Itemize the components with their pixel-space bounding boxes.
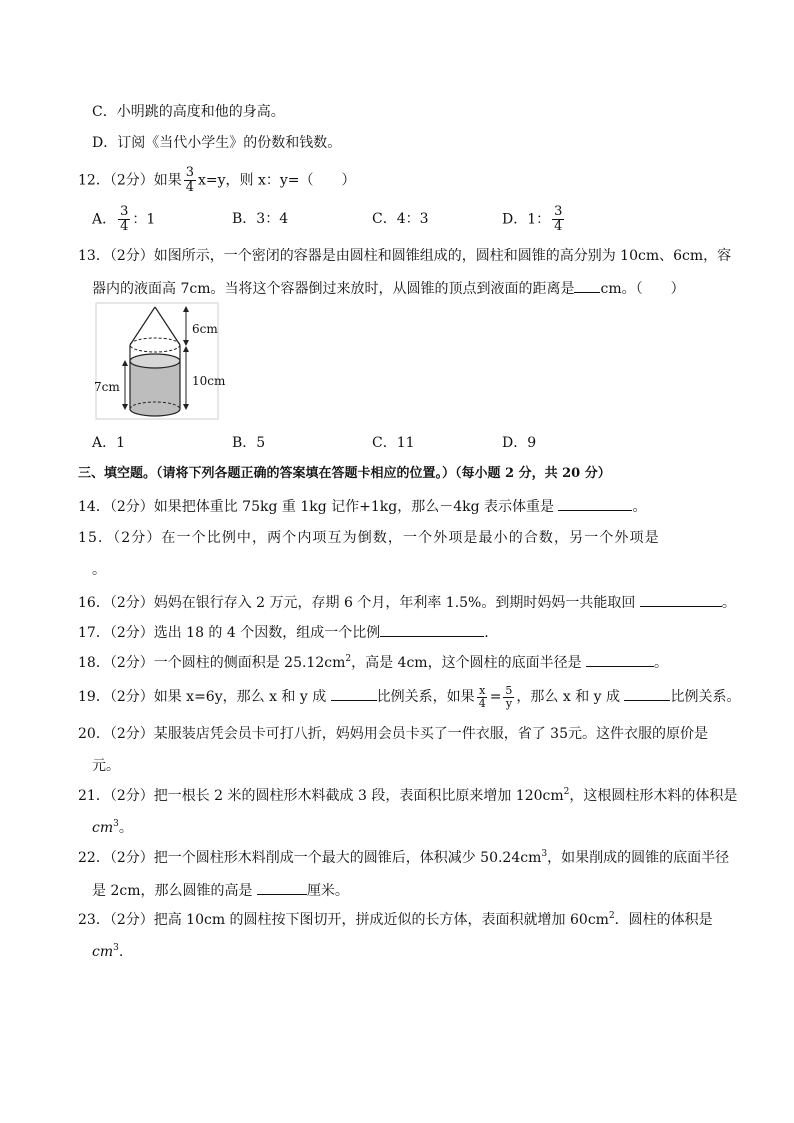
- q22-answer-blank[interactable]: [257, 880, 307, 895]
- q12-option-b: B．3：4: [232, 211, 289, 227]
- q12-option-d: [502, 205, 566, 234]
- q21-line2-sup: 3: [113, 819, 119, 829]
- question-21-line1: [78, 786, 737, 806]
- q13-option-b: B．5: [232, 435, 266, 451]
- q13-option-c: C．11: [372, 435, 415, 451]
- q18-mid: ，高是 4cm，这个圆柱的底面半径是: [351, 655, 582, 671]
- q17-pre: 17．（2分）选出 18 的 4 个因数，组成一个比例: [78, 625, 381, 641]
- q12-a-suffix: ：1: [132, 211, 156, 228]
- q23-line1: 23．（2分）把高 10cm 的圆柱按下图切开，拼成近似的长方体，表面积就增加 60cm: [78, 912, 609, 928]
- question-12: [78, 166, 356, 195]
- q12-a-prefix: A．: [92, 211, 117, 228]
- q18-sup: 2: [345, 654, 352, 664]
- q19-answer-blank-1[interactable]: [331, 686, 377, 701]
- q12-prefix: 12．（2分）如果: [78, 172, 182, 189]
- q21-line1: 21．（2分）把一根长 2 米的圆柱形木料截成 3 段，表面积比原来增加 120cm: [78, 788, 564, 804]
- q19-d: 比例关系。: [670, 689, 741, 705]
- q16-post: 。: [721, 595, 736, 611]
- question-23-line1: [78, 910, 713, 930]
- q23-unit: cm: [92, 944, 114, 960]
- question-15-line1: 15．（2分）在一个比例中，两个内项互为倒数，一个外项是最小的合数，另一个外项是: [78, 530, 660, 546]
- q17-post: .: [484, 625, 489, 641]
- q19-equals: =: [489, 689, 502, 705]
- q19-f1-num: x: [479, 683, 486, 697]
- option-c-prev: C．小明跳的高度和他的身高。: [92, 104, 285, 120]
- q18-pre: 18．（2分）一个圆柱的侧面积是 25.12cm: [78, 655, 346, 671]
- question-18: [78, 652, 668, 673]
- q13-option-d: D．9: [502, 435, 537, 451]
- q22-line2-pre: 是 2cm，那么圆锥的高是: [92, 883, 253, 899]
- q23-sup: 2: [608, 911, 615, 921]
- q12-a-num: 3: [120, 204, 129, 219]
- q23-line1b: ．圆柱的体积是: [614, 912, 713, 928]
- q21-line1b: ，这根圆柱形木料的体积是: [569, 788, 738, 804]
- q19-c: ，那么 x 和 y 成: [516, 689, 621, 705]
- q13-answer-blank[interactable]: [574, 278, 600, 293]
- q12-fraction: [184, 166, 196, 195]
- q21-unit: cm: [92, 820, 114, 836]
- question-22-line2: [92, 880, 349, 901]
- q12-d-num: 3: [554, 204, 563, 219]
- q12-frac-num: 3: [185, 165, 195, 180]
- q16-answer-blank[interactable]: [640, 592, 722, 607]
- q16-pre: 16．（2分）妈妈在银行存入 2 万元，存期 6 个月，年利率 1.5%。到期时妈妈一共能取回: [78, 595, 636, 611]
- q19-fraction-1: [477, 685, 488, 710]
- q13-line2-pre: 器内的液面高 7cm。当将这个容器倒过来放时，从圆锥的顶点到液面的距离是: [92, 281, 575, 297]
- q12-a-den: 4: [120, 219, 129, 234]
- q12-option-a: [92, 205, 155, 234]
- container-diagram: [94, 303, 226, 419]
- q19-f2-den: y: [505, 696, 513, 710]
- q14-post: 。: [632, 499, 647, 515]
- q22-sup: 3: [541, 849, 548, 859]
- label-cone-height: 6cm: [192, 322, 218, 336]
- q19-a: 19．（2分）如果 x=6y，那么 x 和 y 成: [78, 689, 327, 705]
- question-14: [78, 496, 646, 517]
- q12-d-den: 4: [554, 219, 563, 234]
- question-23-line2: [92, 942, 123, 962]
- q17-answer-blank[interactable]: [380, 622, 484, 637]
- q19-f2-num: 5: [505, 683, 513, 697]
- q13-option-a: A．1: [92, 435, 126, 451]
- q12-d-fraction: [552, 205, 564, 234]
- q14-answer-blank[interactable]: [558, 496, 632, 511]
- option-d-prev: D．订阅《当代小学生》的份数和钱数。: [92, 135, 342, 151]
- cylinder-cone-figure: [94, 303, 226, 419]
- question-20-line1: 20．（2分）某服装店凭会员卡可打八折，妈妈用会员卡买了一件衣服，省了 35元。这件衣服的原价是: [78, 726, 708, 742]
- q19-fraction-2: [503, 685, 514, 710]
- q21-sup: 2: [563, 787, 570, 797]
- question-13-line2: [92, 278, 685, 299]
- question-19: [78, 682, 740, 712]
- q22-line1b: ，如果削成的圆锥的底面半径: [547, 850, 730, 866]
- label-liquid-height: 7cm: [94, 380, 120, 394]
- q12-suffix: x=y，则 x：y=（ ）: [198, 172, 356, 189]
- q21-line2-post: 。: [118, 820, 133, 836]
- q19-answer-blank-2[interactable]: [624, 686, 670, 701]
- q12-a-fraction: [118, 205, 130, 234]
- question-13-line1: 13．（2分）如图所示，一个密闭的容器是由圆柱和圆锥组成的，圆柱和圆锥的高分别为 10cm、6cm，容: [78, 248, 732, 264]
- label-cylinder-height: 10cm: [192, 374, 226, 388]
- q12-d-prefix: D．1：: [502, 211, 551, 228]
- q13-line2-post: cm。（ ）: [600, 281, 685, 297]
- q23-line2-sup: 3: [113, 943, 119, 953]
- question-21-line2: [92, 818, 133, 838]
- q22-line1: 22．（2分）把一个圆柱形木料削成一个最大的圆锥后，体积减少 50.24cm: [78, 850, 542, 866]
- q18-post: 。: [654, 655, 669, 671]
- q19-f1-den: 4: [478, 696, 486, 710]
- q22-line2-post: 厘米。: [306, 883, 349, 899]
- question-20-line2: 元。: [92, 758, 120, 774]
- question-15-line2: 。: [92, 562, 106, 578]
- section-3-heading: 三、填空题。（请将下列各题正确的答案填在答题卡相应的位置。）（每小题 2 分，共 20 分）: [78, 466, 611, 481]
- question-17: [78, 622, 489, 643]
- q19-b: 比例关系，如果: [376, 689, 475, 705]
- q12-frac-den: 4: [185, 180, 195, 195]
- question-22-line1: [78, 848, 729, 868]
- q23-line2-post: .: [118, 944, 124, 960]
- q14-pre: 14．（2分）如果把体重比 75kg 重 1kg 记作+1kg，那么－4kg 表示体重是: [78, 499, 555, 515]
- q12-option-c: C．4：3: [372, 211, 429, 227]
- question-16: [78, 592, 736, 613]
- q18-answer-blank[interactable]: [586, 652, 654, 667]
